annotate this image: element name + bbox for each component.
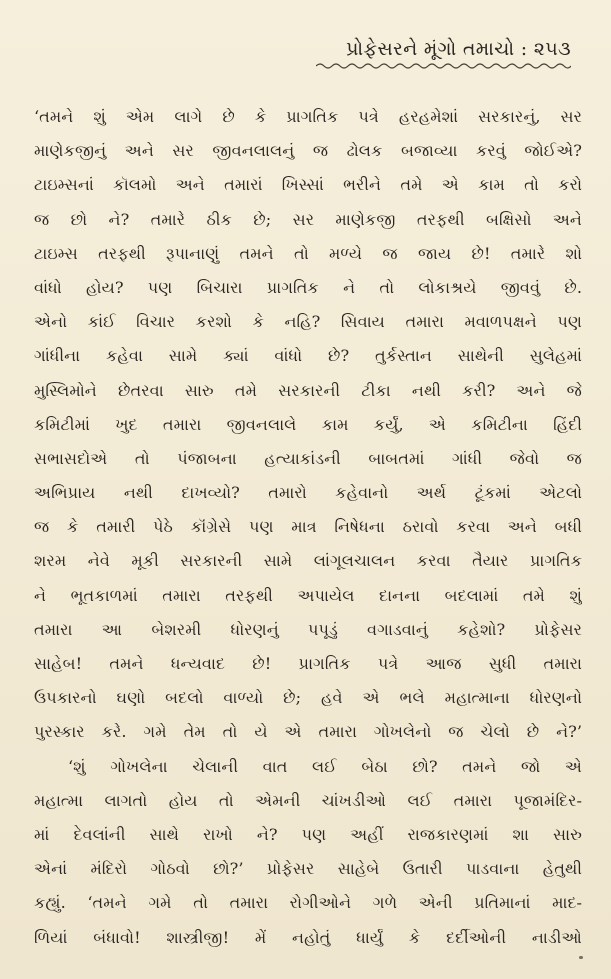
body-text — [34, 100, 582, 955]
text-line: ઉપકારનો ઘણો બદલો વાળ્યો છે; હવે એ ભલે મહાત્માના ધોરણનો — [34, 688, 582, 708]
text-line: માણેકજીનું અને સર જીવનલાલનું જ ઢોલક બજાવ્યા કરવું જોઈએ? — [34, 141, 582, 161]
text-line: અભિપ્રાય નથી દાખવ્યો? તમારો કહેવાનો અર્થ ટૂંકમાં એટલો — [34, 483, 582, 503]
text-line: કમિટીમાં ખુદ તમારા જીવનલાલે કામ કર્યું, એ કમિટીના હિંદી — [34, 414, 582, 434]
page-header — [316, 38, 571, 70]
text-line: તમારા આ બેશરમી ધોરણનું પપૂડું વગાડવાનું કહેશો? પ્રોફેસર — [34, 619, 582, 639]
text-line: સાહેબ! તમને ધન્યવાદ છે! પ્રાગતિક પત્રે આજ સુધી તમારા — [34, 654, 582, 673]
text-line: માં દેવલાંની સાથે રાખો ને? પણ અહીં રાજકારણમાં શા સારુ — [34, 824, 582, 844]
paragraph-1 — [34, 100, 582, 750]
text-line: જ કે તમારી પેઠે કૉંગ્રેસે પણ માત્ર નિષેધના ઠરાવો કરવા અને બધી — [34, 517, 582, 537]
text-line: કહ્યું. ‘તમને ગમે તો તમારા રોગીઓને ગળે એની પ્રતિમાનાં માદ- — [34, 893, 582, 913]
text-line: મહાત્મા લાગતો હોય તો એમની ચાંખડીઓ લઈ તમારા પૂજામંદિર- — [34, 790, 582, 810]
text-line: સભાસદોએ તો પંજાબના હત્યાકાંડની બાબતમાં ગાંધી જેવો જ — [34, 448, 582, 468]
text-line: એનો કાંઈ વિચાર કરશો કે નહિ? સિવાય તમારા મવાળપક્ષને પણ — [34, 312, 582, 332]
text-line: ળિયાં બંધાવો! શાસ્ત્રીજી! મેં નહોતું ધાર્યું કે દર્દીઓની નાડીઓ — [34, 927, 582, 947]
text-line: ‘તમને શું એમ લાગે છે કે પ્રાગતિક પત્રે હરહમેશાં સરકારનું, સર — [34, 107, 582, 126]
text-line: વાંધો હોય? પણ બિચારા પ્રાગતિક ને તો લોકાશ્રયે જીવવું છે. — [34, 277, 582, 297]
running-title: પ્રોફેસરને મૂંગો તમાચો : ૨૫૩ — [346, 38, 571, 60]
text-line: એનાં મંદિરો ગોઠવો છો?’ પ્રોફેસર સાહેબે ઉતારી પાડવાના હેતુથી — [34, 859, 582, 879]
paragraph-2 — [34, 750, 582, 955]
text-line: ટાઇમ્સનાં કૉલમો અને તમારાં ખિસ્સાં ભરીને તમે એ કામ તો કરો — [34, 175, 582, 195]
text-line: ટાઇમ્સ તરફથી રૂપાનાણું તમને તો મળ્યે જ જાય છે! તમારે શો — [34, 243, 582, 263]
text-line: પુરસ્કાર કરે. ગમે તેમ તો યે એ તમારા ગોખલેનો જ ચેલો છે ને?’ — [34, 722, 582, 742]
text-line: ગાંધીના કહેવા સામે ક્યાં વાંધો છે? તુર્કસ્તાન સાથેની સુલેહમાં — [34, 346, 582, 366]
wavy-underline — [316, 62, 571, 70]
text-line: શરમ નેવે મૂકી સરકારની સામે લાંગૂલચાલન કરવા તૈયાર પ્રાગતિક — [34, 551, 582, 571]
text-line: ‘શું ગોખલેના ચેલાની વાત લઈ બેઠા છો? તમને જો એ — [68, 756, 582, 776]
ink-speck — [579, 956, 583, 959]
text-line: મુસ્લિમોને છેતરવા સારુ તમે સરકારની ટીકા નથી કરી? અને જે — [34, 380, 582, 400]
text-line: ને ભૂતકાળમાં તમારા તરફથી અપાયેલ દાનના બદલામાં તમે શું — [34, 585, 582, 605]
text-line: જ છો ને? તમારે ઠીક છે; સર માણેકજી તરફથી બક્ષિસો અને — [34, 209, 582, 229]
